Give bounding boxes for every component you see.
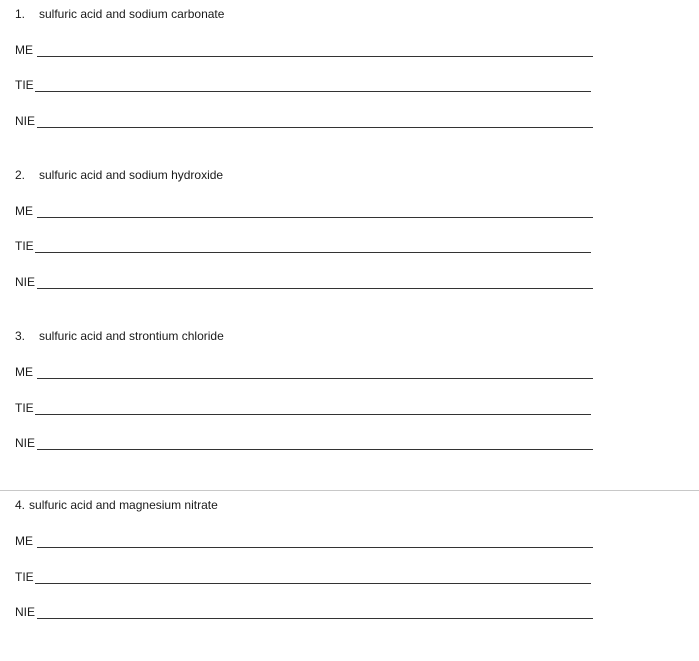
question-4-nie-label: NIE (15, 605, 36, 619)
question-1-nie-answer-line[interactable] (37, 127, 593, 128)
question-4-nie-answer-line[interactable] (37, 618, 593, 619)
question-4-heading (15, 498, 218, 512)
question-3-text: sulfuric acid and strontium chloride (39, 329, 224, 343)
question-1-nie-label: NIE (15, 114, 36, 128)
question-3-nie-answer-line[interactable] (37, 449, 593, 450)
question-2-nie-label: NIE (15, 275, 36, 289)
question-2-me-label: ME (15, 204, 33, 218)
question-2-tie-label: TIE (15, 239, 34, 253)
question-4-text: sulfuric acid and magnesium nitrate (29, 498, 218, 512)
question-3-me-label: ME (15, 365, 33, 379)
question-1-number: 1. (15, 7, 26, 21)
page-break-divider (0, 490, 699, 491)
question-3-me-answer-line[interactable] (37, 378, 593, 379)
question-1-text: sulfuric acid and sodium carbonate (39, 7, 225, 21)
question-2-heading (15, 168, 223, 182)
question-1-me-label: ME (15, 43, 33, 57)
question-4-me-answer-line[interactable] (37, 547, 593, 548)
question-3-nie-label: NIE (15, 436, 36, 450)
question-3-heading (15, 329, 224, 343)
question-3-number: 3. (15, 329, 26, 343)
question-4-number: 4. (15, 498, 26, 512)
question-3-tie-answer-line[interactable] (35, 414, 591, 415)
question-4-tie-answer-line[interactable] (35, 583, 591, 584)
question-2-number: 2. (15, 168, 26, 182)
question-2-nie-answer-line[interactable] (37, 288, 593, 289)
question-4-tie-label: TIE (15, 570, 34, 584)
question-1-heading (15, 7, 224, 21)
question-2-text: sulfuric acid and sodium hydroxide (39, 168, 224, 182)
question-1-me-answer-line[interactable] (37, 56, 593, 57)
question-1-tie-label: TIE (15, 78, 34, 92)
question-4-me-label: ME (15, 534, 33, 548)
question-2-me-answer-line[interactable] (37, 217, 593, 218)
question-3-tie-label: TIE (15, 401, 34, 415)
question-1-tie-answer-line[interactable] (35, 91, 591, 92)
question-2-tie-answer-line[interactable] (35, 252, 591, 253)
